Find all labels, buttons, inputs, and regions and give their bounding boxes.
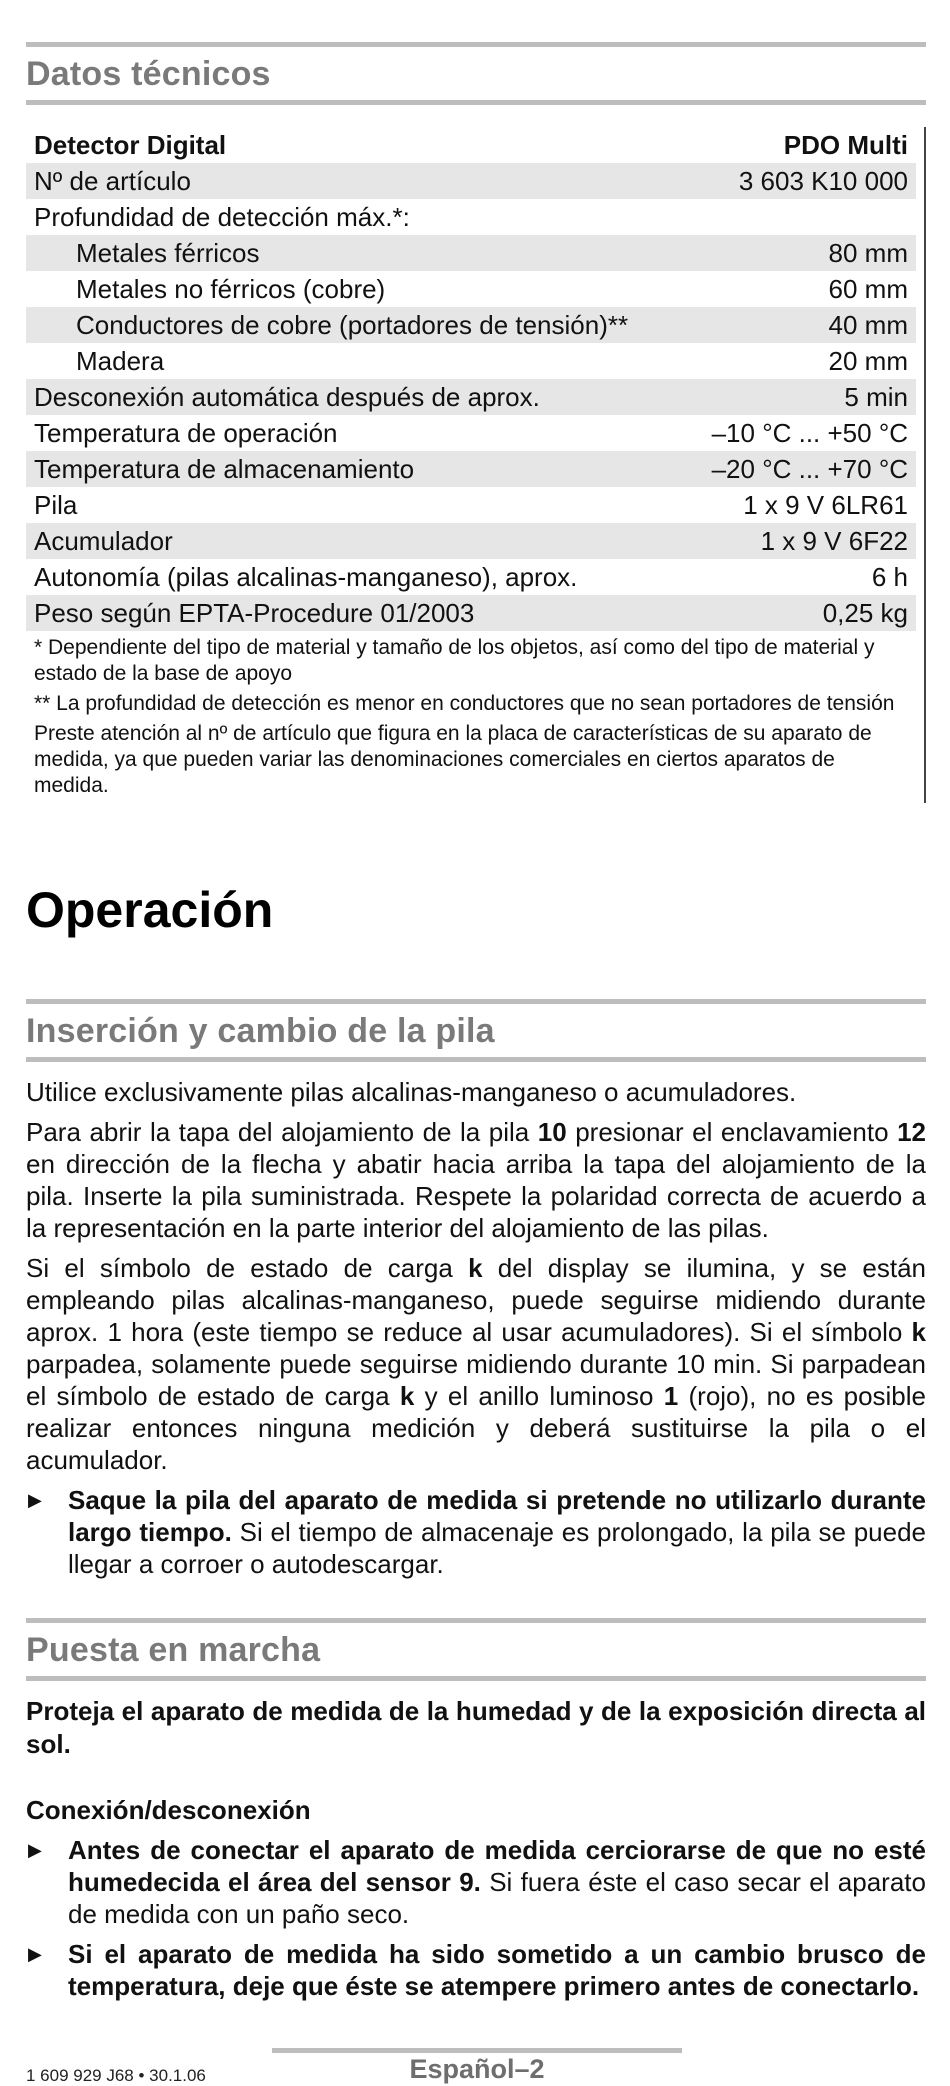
triangle-bullet-icon: ▶ [28, 1944, 42, 1964]
spec-label: Madera [76, 346, 165, 376]
spec-value: 60 mm [828, 274, 908, 304]
spec-row [26, 523, 916, 559]
spec-row [26, 163, 916, 199]
spec-label: Metales férricos [76, 238, 260, 268]
spec-label: Desconexión automática después de aprox. [34, 382, 540, 412]
spec-row [26, 559, 916, 595]
spec-row [26, 343, 916, 379]
spec-table [26, 127, 926, 803]
spec-label: Nº de artículo [34, 166, 191, 196]
datos-tecnicos-heading: Datos técnicos [26, 55, 271, 93]
spec-value: –20 °C ... +70 °C [711, 454, 908, 484]
insercion-paragraph-3: Si el símbolo de estado de carga k del display se ilumina, y se están empleando pilas alcalinas-manganeso, puede seguirse midiendo durante aprox. 1 hora (este tiempo se reduce al usar acumuladores). Si el símbolo k parpadea, solamente puede seguirse midiendo durante 10 min. Si parpadean el símbolo de estado de carga k y el anillo luminoso 1 (rojo), no es posible realizar entonces ninguna medición y deberá sustituirse la pila o el acumulador. [26, 1253, 926, 1475]
insercion-paragraph-1: Utilice exclusivamente pilas alcalinas-manganeso o acumuladores. [26, 1077, 797, 1107]
footnote-1: * Dependiente del tipo de material y tamaño de los objetos, así como del tipo de material y estado de la base de apoyo [34, 636, 875, 685]
spec-value: 6 h [871, 562, 908, 592]
footnote-2: ** La profundidad de detección es menor en conductores que no sean portadores de tensión [34, 692, 895, 715]
puesta-heading: Puesta en marcha [26, 1631, 321, 1669]
operacion-title: Operación [26, 882, 274, 938]
footer-rule [272, 2048, 682, 2053]
section-rule-bottom [26, 1057, 926, 1062]
spec-row [26, 199, 916, 235]
spec-label: Acumulador [34, 526, 173, 556]
spec-value: –10 °C ... +50 °C [711, 418, 908, 448]
spec-row-header [26, 127, 916, 163]
spec-value: 1 x 9 V 6F22 [760, 526, 908, 556]
section-rule-bottom [26, 100, 926, 105]
triangle-bullet-icon: ▶ [28, 1490, 42, 1510]
battery-removal-bullet: ▶ Saque la pila del aparato de medida si pretende no utilizarlo durante largo tiempo. Si el tiempo de almacenaje es prolongado, la pila se puede llegar a corroer o autodescargar. [28, 1485, 926, 1579]
spec-value: 0,25 kg [822, 598, 908, 628]
spec-value: 40 mm [828, 310, 908, 340]
article-note: Preste atención al nº de artículo que figura en la placa de características de su aparato de medida, ya que pueden variar las denominaciones comerciales en ciertos aparatos de medida. [34, 722, 872, 797]
spec-label: Autonomía (pilas alcalinas-manganeso), aprox. [34, 562, 578, 592]
insercion-heading: Inserción y cambio de la pila [26, 1012, 495, 1050]
spec-row [26, 487, 916, 523]
spec-row [26, 235, 916, 271]
spec-label: Pila [34, 490, 78, 520]
section-rule-bottom [26, 1676, 926, 1681]
conexion-subheading: Conexión/desconexión [26, 1795, 311, 1825]
spec-value: 80 mm [828, 238, 908, 268]
spec-label: Peso según EPTA-Procedure 01/2003 [34, 598, 475, 628]
spec-label: Temperatura de almacenamiento [34, 454, 415, 484]
insercion-paragraph-2: Para abrir la tapa del alojamiento de la pila 10 presionar el enclavamiento 12 en dirección de la flecha y abatir hacia arriba la tapa del alojamiento de la pila. Inserte la pila suministrada. Respete la polaridad correcta de acuerdo a la representación en la parte interior del alojamiento de las pilas. [26, 1117, 926, 1243]
spec-row [26, 415, 916, 451]
spec-row [26, 271, 916, 307]
spec-value: 3 603 K10 000 [738, 166, 908, 196]
spec-label: Temperatura de operación [34, 418, 338, 448]
page-label: Español–2 [409, 2054, 545, 2084]
temperature-bullet: ▶ Si el aparato de medida ha sido sometido a un cambio brusco de temperatura, deje que éste se atempere primero antes de conectarlo. [28, 1939, 926, 2001]
spec-label: Metales no férricos (cobre) [76, 274, 386, 304]
document-code: 1 609 929 J68 • 30.1.06 [26, 2066, 206, 2085]
spec-row [26, 595, 916, 631]
spec-value: PDO Multi [783, 130, 908, 160]
spec-row [26, 379, 916, 415]
spec-value: 5 min [844, 382, 908, 412]
spec-value: 20 mm [828, 346, 908, 376]
spec-label: Profundidad de detección máx.*: [34, 202, 410, 232]
spec-value: 1 x 9 V 6LR61 [743, 490, 908, 520]
page [26, 0, 926, 2002]
spec-label: Conductores de cobre (portadores de tensión)** [76, 310, 629, 340]
spec-label: Detector Digital [34, 130, 227, 160]
sensor-dry-bullet: ▶ Antes de conectar el aparato de medida cerciorarse de que no esté humedecida el área del sensor 9. Si fuera éste el caso secar el aparato de medida con un paño seco. [28, 1835, 926, 1929]
spec-row [26, 307, 916, 343]
page-footer [0, 2048, 950, 2084]
spec-row [26, 451, 916, 487]
triangle-bullet-icon: ▶ [28, 1840, 42, 1860]
humidity-warning: Proteja el aparato de medida de la humedad y de la exposición directa al sol. [26, 1696, 926, 1759]
